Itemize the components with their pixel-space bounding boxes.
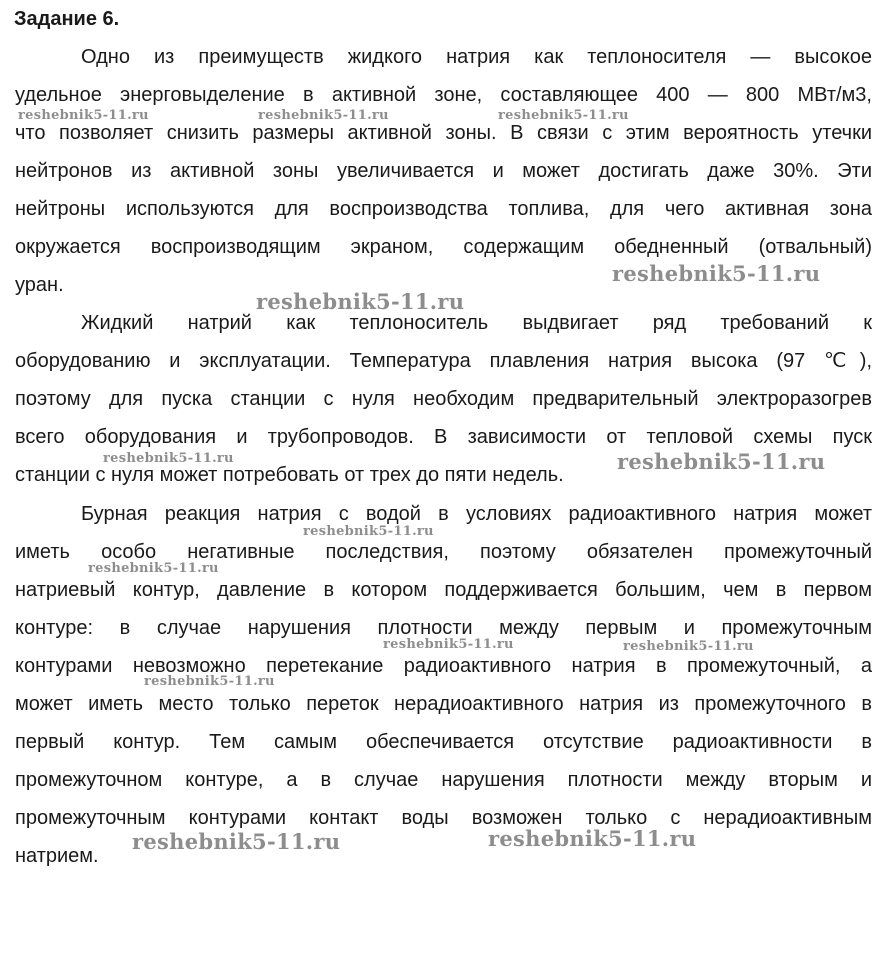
paragraph-1-line-4: нейтронов из активной зоны увеличивается и может достигать даже 30%. Эти — [15, 160, 872, 182]
paragraph-2-line-3: поэтому для пуска станции с нуля необходим предварительный электроразогрев — [15, 388, 872, 410]
watermark: reshebnik5-11.ru — [617, 449, 826, 474]
paragraph-3-line-9: промежуточным контурами контакт воды возможен только с нерадиоактивным — [15, 807, 872, 829]
watermark: reshebnik5-11.ru — [498, 108, 629, 123]
paragraph-1-line-2: удельное энерговыделение в активной зоне, составляющее 400 — 800 МВт/м3, — [15, 84, 872, 106]
watermark: reshebnik5-11.ru — [256, 289, 465, 314]
paragraph-3-line-5: контурами невозможно перетекание радиоактивного натрия в промежуточный, а — [15, 655, 872, 677]
watermark: reshebnik5-11.ru — [258, 108, 389, 123]
paragraph-3-line-1: Бурная реакция натрия с водой в условиях радиоактивного натрия может — [81, 503, 872, 525]
paragraph-1-line-1: Одно из преимуществ жидкого натрия как теплоносителя — высокое — [81, 46, 872, 68]
watermark: reshebnik5-11.ru — [132, 829, 341, 854]
paragraph-2-line-1: Жидкий натрий как теплоноситель выдвигает ряд требований к — [81, 312, 872, 334]
paragraph-1-line-5: нейтроны используются для воспроизводства топлива, для чего активная зона — [15, 198, 872, 220]
watermark: reshebnik5-11.ru — [103, 451, 234, 466]
paragraph-3-line-4: контуре: в случае нарушения плотности между первым и промежуточным — [15, 617, 872, 639]
watermark: reshebnik5-11.ru — [144, 674, 275, 689]
paragraph-3-line-8: промежуточном контуре, а в случае нарушения плотности между вторым и — [15, 769, 872, 791]
watermark: reshebnik5-11.ru — [18, 108, 149, 123]
watermark: reshebnik5-11.ru — [612, 261, 821, 286]
paragraph-3-line-3: натриевый контур, давление в котором поддерживается большим, чем в первом — [15, 579, 872, 601]
watermark: reshebnik5-11.ru — [488, 826, 697, 851]
paragraph-1-line-6: окружается воспроизводящим экраном, содержащим обедненный (отвальный) — [15, 236, 872, 258]
paragraph-2-line-5: станции с нуля может потребовать от трех до пяти недель. — [15, 464, 564, 486]
paragraph-3-line-10: натрием. — [15, 845, 99, 867]
watermark: reshebnik5-11.ru — [623, 639, 754, 654]
paragraph-1-line-7: уран. — [15, 274, 64, 296]
paragraph-3-line-7: первый контур. Тем самым обеспечивается отсутствие радиоактивности в — [15, 731, 872, 753]
paragraph-1-line-3: что позволяет снизить размеры активной зоны. В связи с этим вероятность утечки — [15, 122, 872, 144]
task-title: Задание 6. — [14, 8, 120, 30]
paragraph-2-line-4: всего оборудования и трубопроводов. В зависимости от тепловой схемы пуск — [15, 426, 872, 448]
paragraph-3-line-2: иметь особо негативные последствия, поэтому обязателен промежуточный — [15, 541, 872, 563]
paragraph-3-line-6: может иметь место только переток нерадиоактивного натрия из промежуточного в — [15, 693, 872, 715]
watermark: reshebnik5-11.ru — [303, 524, 434, 539]
watermark: reshebnik5-11.ru — [88, 561, 219, 576]
watermark: reshebnik5-11.ru — [383, 637, 514, 652]
paragraph-2-line-2: оборудованию и эксплуатации. Температура плавления натрия высока (97 ℃), — [15, 350, 872, 372]
